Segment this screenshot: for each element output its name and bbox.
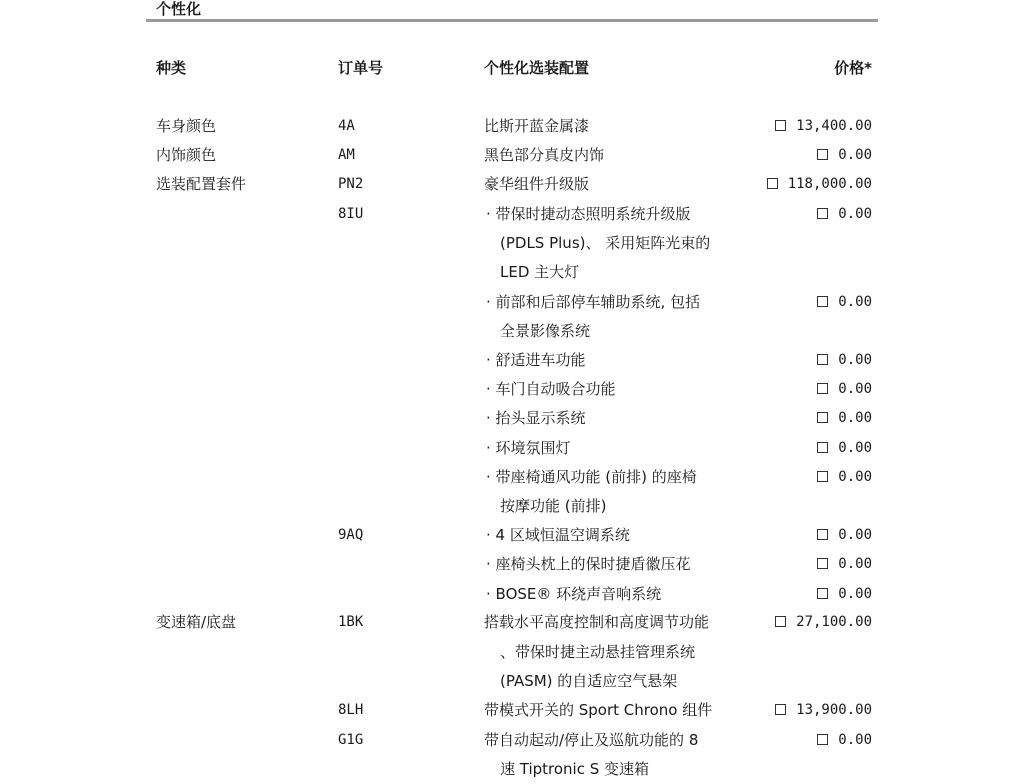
section-title: 个性化 (156, 0, 202, 18)
price-value: 13,400.00 (796, 118, 872, 134)
row-price (817, 145, 872, 165)
price-value: 13,900.00 (796, 702, 872, 718)
option-checkbox[interactable] (817, 412, 828, 423)
header-configuration: 个性化选装配置 (484, 59, 590, 77)
price-value: 0.00 (838, 469, 872, 485)
price-value: 0.00 (838, 381, 872, 397)
row-configuration: 黑色部分真皮内饰 (484, 146, 605, 164)
row-category: 车身颜色 (156, 117, 217, 135)
price-value: 118,000.00 (787, 176, 872, 192)
table-row (0, 492, 1024, 521)
price-value: 0.00 (838, 352, 872, 368)
option-checkbox[interactable] (817, 588, 828, 599)
option-checkbox[interactable] (817, 208, 828, 219)
row-configuration: · 舒适进车功能 (486, 351, 586, 369)
option-checkbox[interactable] (817, 296, 828, 307)
row-order-number: G1G (338, 732, 364, 748)
table-row (0, 112, 1024, 141)
row-configuration: LED 主大灯 (500, 263, 580, 281)
table-row (0, 726, 1024, 755)
table-row (0, 346, 1024, 375)
row-configuration: · 带保时捷动态照明系统升级版 (486, 205, 691, 223)
row-configuration: · 带座椅通风功能 (前排) 的座椅 (486, 468, 697, 486)
table-row (0, 608, 1024, 637)
row-configuration: · 抬头显示系统 (486, 409, 586, 427)
row-price (817, 525, 872, 545)
option-checkbox[interactable] (817, 529, 828, 540)
row-configuration: · BOSE® 环绕声音响系统 (486, 585, 662, 603)
row-price (817, 292, 872, 312)
table-row (0, 258, 1024, 287)
row-configuration: 按摩功能 (前排) (500, 497, 607, 515)
option-checkbox[interactable] (767, 178, 778, 189)
header-category: 种类 (156, 59, 187, 77)
row-price (817, 438, 872, 458)
price-value: 0.00 (838, 294, 872, 310)
option-checkbox[interactable] (817, 383, 828, 394)
row-price (775, 700, 872, 720)
row-order-number: 9AQ (338, 527, 364, 543)
section-divider (146, 19, 878, 22)
table-row (0, 200, 1024, 229)
option-checkbox[interactable] (775, 120, 786, 131)
option-checkbox[interactable] (817, 354, 828, 365)
price-value: 0.00 (838, 147, 872, 163)
row-configuration: · 环境氛围灯 (486, 439, 571, 457)
row-order-number: PN2 (338, 176, 364, 192)
option-checkbox[interactable] (817, 442, 828, 453)
table-row (0, 667, 1024, 696)
price-value: 0.00 (838, 586, 872, 602)
table-row (0, 638, 1024, 667)
row-configuration: · 前部和后部停车辅助系统, 包括 (486, 293, 701, 311)
row-price (817, 350, 872, 370)
row-price (817, 408, 872, 428)
header-order-number: 订单号 (338, 59, 384, 77)
row-configuration: · 车门自动吸合功能 (486, 380, 616, 398)
row-price (767, 174, 872, 194)
option-checkbox[interactable] (817, 471, 828, 482)
row-configuration: 速 Tiptronic S 变速箱 (500, 760, 650, 778)
row-price (817, 584, 872, 604)
table-row (0, 229, 1024, 258)
price-value: 0.00 (838, 527, 872, 543)
row-price (775, 116, 872, 136)
table-row (0, 521, 1024, 550)
table-row (0, 580, 1024, 609)
row-configuration: (PASM) 的自适应空气悬架 (500, 672, 678, 690)
table-row (0, 170, 1024, 199)
row-configuration: 全景影像系统 (500, 322, 591, 340)
table-row (0, 317, 1024, 346)
price-value: 0.00 (838, 732, 872, 748)
row-order-number: 1BK (338, 614, 364, 630)
row-configuration: 带模式开关的 Sport Chrono 组件 (484, 701, 713, 719)
price-value: 0.00 (838, 556, 872, 572)
table-row (0, 434, 1024, 463)
option-checkbox[interactable] (775, 616, 786, 627)
table-row (0, 755, 1024, 784)
row-price (817, 379, 872, 399)
row-price (775, 612, 872, 632)
row-configuration: 豪华组件升级版 (484, 175, 590, 193)
row-category: 选装配置套件 (156, 175, 247, 193)
row-price (817, 554, 872, 574)
row-configuration: · 座椅头枕上的保时捷盾徽压花 (486, 555, 691, 573)
option-checkbox[interactable] (817, 558, 828, 569)
table-row (0, 141, 1024, 170)
row-price (817, 467, 872, 487)
row-configuration: 、带保时捷主动悬挂管理系统 (500, 643, 696, 661)
table-row (0, 463, 1024, 492)
price-value: 0.00 (838, 410, 872, 426)
header-price: 价格* (834, 59, 872, 77)
price-value: 27,100.00 (796, 614, 872, 630)
table-row (0, 404, 1024, 433)
price-value: 0.00 (838, 440, 872, 456)
price-value: 0.00 (838, 206, 872, 222)
row-price (817, 730, 872, 750)
row-configuration: 比斯开蓝金属漆 (484, 117, 590, 135)
row-order-number: 8IU (338, 206, 364, 222)
row-order-number: 8LH (338, 702, 364, 718)
option-checkbox[interactable] (817, 149, 828, 160)
row-configuration: 带自动起动/停止及巡航功能的 8 (484, 731, 699, 749)
row-price (817, 204, 872, 224)
row-configuration: 搭载水平高度控制和高度调节功能 (484, 613, 710, 631)
table-row (0, 696, 1024, 725)
row-configuration: (PDLS Plus)、 采用矩阵光束的 (500, 234, 711, 252)
table-row (0, 375, 1024, 404)
table-row (0, 288, 1024, 317)
option-checkbox[interactable] (775, 704, 786, 715)
row-category: 内饰颜色 (156, 146, 217, 164)
row-category: 变速箱/底盘 (156, 613, 237, 631)
row-order-number: AM (338, 147, 355, 163)
option-checkbox[interactable] (817, 734, 828, 745)
row-order-number: 4A (338, 118, 355, 134)
table-row (0, 550, 1024, 579)
row-configuration: · 4 区域恒温空调系统 (486, 526, 630, 544)
